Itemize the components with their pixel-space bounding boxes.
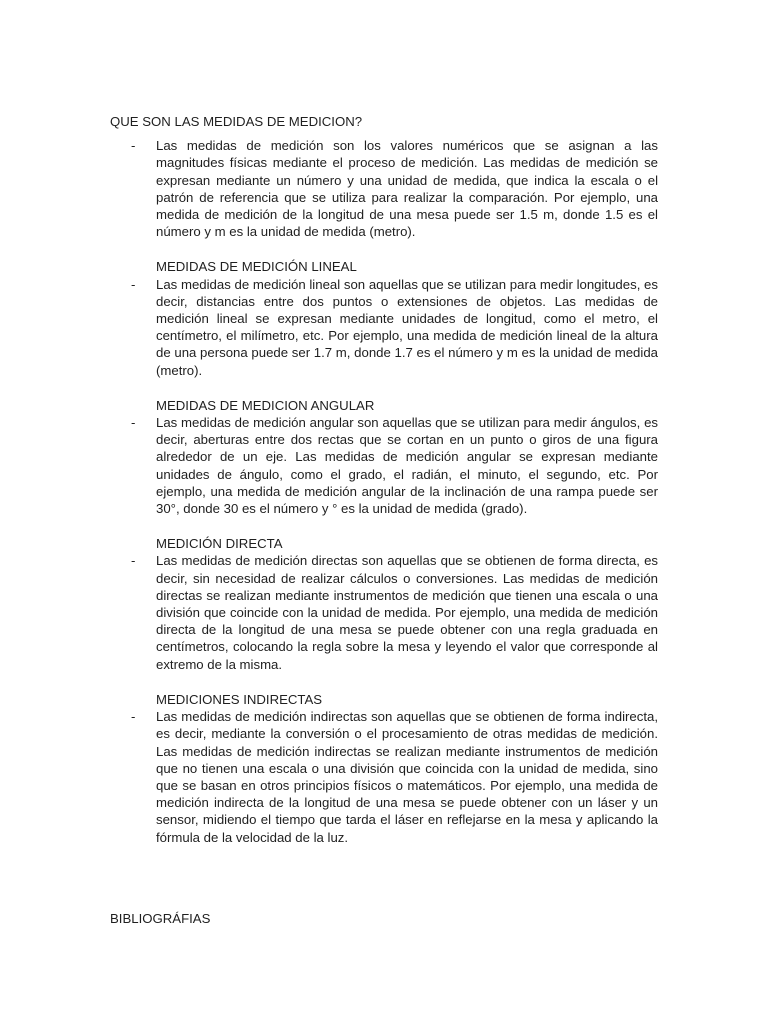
section-heading: MEDIDAS DE MEDICIÓN LINEAL: [156, 259, 357, 275]
section-paragraph: Las medidas de medición angular son aquellas que se utilizan para medir ángulos, es decir, aberturas entre dos rectas que se cortan en un punto o giros de una figura alrededor de un eje. Las medidas de medición angular se expresan mediante unidades de ángulo, como el grado, el radián, el minuto, el segundo, etc. Por ejemplo, una medida de medición angular de la inclinación de una rampa puede ser 30°, donde 30 es el número y ° es la unidad de medida (grado).: [156, 415, 658, 517]
section-indirectas: [131, 691, 658, 846]
section-heading: MEDICIONES INDIRECTAS: [156, 691, 323, 707]
section-paragraph: Las medidas de medición indirectas son aquellas que se obtienen de forma indirecta, es decir, mediante la conversión o el procesamiento de otras medidas de medición. Las medidas de medición indirectas se realizan mediante instrumentos de medición que no tienen una escala o una división que coincida con la unidad de medida, sino que se basan en otros principios físicos o matemáticos. Por ejemplo, una medida de medición indirecta de la longitud de una mesa se puede obtener con un láser y un sensor, midiendo el tiempo que tarda el láser en reflejarse en la mesa y aplicando la fórmula de la velocidad de la luz.: [156, 709, 658, 845]
section-heading: MEDICIÓN DIRECTA: [156, 536, 283, 552]
bullet-marker: -: [131, 138, 136, 154]
section-angular: [131, 397, 658, 517]
bullet-marker: -: [131, 709, 136, 725]
bullet-marker: -: [131, 276, 136, 292]
intro-paragraph: Las medidas de medición son los valores numéricos que se asignan a las magnitudes físicas mediante el proceso de medición. Las medidas de medición se expresan mediante un número y una unidad de medida, que indica la escala o el patrón de referencia que se utiliza para realizar la comparación. Por ejemplo, una medida de medición de la longitud de una mesa puede ser 1.5 m, donde 1.5 es el número y m es la unidad de medida (metro).: [156, 138, 658, 240]
bibliography-heading: BIBLIOGRÁFIAS: [110, 911, 211, 926]
section-paragraph: Las medidas de medición lineal son aquellas que se utilizan para medir longitudes, es decir, distancias entre dos puntos o extensiones de objetos. Las medidas de medición lineal se expresan mediante unidades de longitud, como el metro, el centímetro, el milímetro, etc. Por ejemplo, una medida de medición lineal de la altura de una persona puede ser 1.7 m, donde 1.7 es el número y m es la unidad de medida (metro).: [156, 276, 658, 378]
bullet-marker: -: [131, 415, 136, 431]
section-directa: [131, 535, 658, 673]
intro-item: [131, 137, 658, 240]
bullet-marker: -: [131, 553, 136, 569]
section-paragraph: Las medidas de medición directas son aquellas que se obtienen de forma directa, es decir, sin necesidad de realizar cálculos o conversiones. Las medidas de medición directas se realizan mediante instrumentos de medición que tienen una escala o una división que coincide con la unidad de medida. Por ejemplo, una medida de medición directa de la longitud de una mesa se puede obtener con una regla graduada en centímetros, colocando la regla sobre la mesa y leyendo el valor que corresponde al extremo de la misma.: [156, 553, 658, 672]
document-title: QUE SON LAS MEDIDAS DE MEDICION?: [110, 114, 363, 129]
section-lineal: [131, 258, 658, 378]
section-heading: MEDIDAS DE MEDICION ANGULAR: [156, 397, 375, 413]
